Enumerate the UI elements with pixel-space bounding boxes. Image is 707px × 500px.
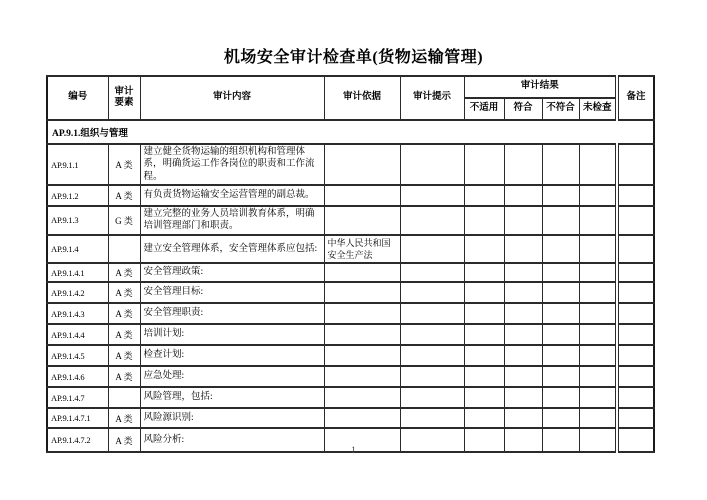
row-basis <box>324 366 400 387</box>
result-pass-cell <box>504 235 542 263</box>
result-unchecked-cell <box>579 185 617 206</box>
header-remark: 备注 <box>617 76 654 120</box>
result-unchecked-cell <box>579 324 617 345</box>
result-na-cell <box>464 387 504 408</box>
header-basis: 审计依据 <box>324 76 400 120</box>
row-remark-cell <box>617 387 654 408</box>
result-fail-cell <box>542 185 579 206</box>
row-prompt-cell <box>400 206 464 235</box>
row-remark-cell <box>617 235 654 263</box>
table-row <box>47 206 654 235</box>
result-pass-cell <box>504 366 542 387</box>
result-fail-cell <box>542 387 579 408</box>
result-na-cell <box>464 185 504 206</box>
row-id: AP.9.1.4.7.1 <box>47 408 108 428</box>
row-content: 风险分析: <box>140 428 324 452</box>
row-category: G 类 <box>108 206 140 235</box>
row-id: AP.9.1.4.7.2 <box>47 428 108 452</box>
result-unchecked-cell <box>579 408 617 428</box>
result-na-cell <box>464 303 504 324</box>
row-id: AP.9.1.4.7 <box>47 387 108 408</box>
table-row <box>47 345 654 366</box>
result-pass-cell <box>504 345 542 366</box>
header-result-pass: 符合 <box>504 98 542 120</box>
page-number: 1 <box>351 446 356 456</box>
result-fail-cell <box>542 366 579 387</box>
result-pass-cell <box>504 408 542 428</box>
page-title: 机场安全审计检查单(货物运输管理) <box>223 49 484 66</box>
row-remark-cell <box>617 303 654 324</box>
result-unchecked-cell <box>579 303 617 324</box>
result-pass-cell <box>504 206 542 235</box>
result-unchecked-cell <box>579 206 617 235</box>
header-element-line2: 要素 <box>114 98 134 108</box>
row-prompt-cell <box>400 235 464 263</box>
result-fail-cell <box>542 303 579 324</box>
row-category: A 类 <box>108 263 140 282</box>
row-basis <box>324 303 400 324</box>
row-basis <box>324 387 400 408</box>
header-result-fail: 不符合 <box>542 98 579 120</box>
row-category: A 类 <box>108 303 140 324</box>
result-pass-cell <box>504 263 542 282</box>
result-unchecked-cell <box>579 387 617 408</box>
row-prompt-cell <box>400 282 464 303</box>
result-fail-cell <box>542 144 579 185</box>
row-category <box>108 387 140 408</box>
header-element-line1: 审计 <box>114 86 134 97</box>
result-na-cell <box>464 282 504 303</box>
row-basis <box>324 324 400 345</box>
header-result: 审计结果 <box>464 76 617 98</box>
result-pass-cell <box>504 387 542 408</box>
header-element <box>108 76 140 120</box>
table-row <box>47 366 654 387</box>
row-remark-cell <box>617 185 654 206</box>
result-fail-cell <box>542 282 579 303</box>
row-remark-cell <box>617 366 654 387</box>
row-category: A 类 <box>108 324 140 345</box>
header-number: 编号 <box>47 76 108 120</box>
result-pass-cell <box>504 282 542 303</box>
table-row <box>47 282 654 303</box>
row-basis <box>324 345 400 366</box>
header-content: 审计内容 <box>140 76 324 120</box>
row-category: A 类 <box>108 144 140 185</box>
result-na-cell <box>464 345 504 366</box>
table-row <box>47 387 654 408</box>
result-na-cell <box>464 263 504 282</box>
row-content: 安全管理政策: <box>140 263 324 282</box>
row-basis: 中华人民共和国安全生产法 <box>324 235 400 263</box>
row-remark-cell <box>617 345 654 366</box>
result-pass-cell <box>504 303 542 324</box>
row-prompt-cell <box>400 263 464 282</box>
table-header <box>47 76 654 120</box>
row-remark-cell <box>617 282 654 303</box>
section-title: AP.9.1.组织与管理 <box>47 120 654 144</box>
row-content: 安全管理职责: <box>140 303 324 324</box>
row-prompt-cell <box>400 144 464 185</box>
result-unchecked-cell <box>579 235 617 263</box>
table-row <box>47 235 654 263</box>
row-content: 安全管理目标: <box>140 282 324 303</box>
row-id: AP.9.1.4.2 <box>47 282 108 303</box>
row-id: AP.9.1.4.3 <box>47 303 108 324</box>
row-content: 培训计划: <box>140 324 324 345</box>
row-content: 风险源识别: <box>140 408 324 428</box>
row-basis <box>324 282 400 303</box>
row-category: A 类 <box>108 408 140 428</box>
result-pass-cell <box>504 324 542 345</box>
result-pass-cell <box>504 144 542 185</box>
row-basis <box>324 263 400 282</box>
result-fail-cell <box>542 263 579 282</box>
row-id: AP.9.1.1 <box>47 144 108 185</box>
row-id: AP.9.1.4 <box>47 235 108 263</box>
section-row <box>47 120 654 144</box>
table-row <box>47 324 654 345</box>
result-unchecked-cell <box>579 263 617 282</box>
result-fail-cell <box>542 408 579 428</box>
result-na-cell <box>464 235 504 263</box>
row-basis <box>324 408 400 428</box>
table-row <box>47 408 654 428</box>
row-remark-cell <box>617 408 654 428</box>
table-row <box>47 185 654 206</box>
row-prompt-cell <box>400 303 464 324</box>
row-id: AP.9.1.3 <box>47 206 108 235</box>
row-content: 有负责货物运输安全运营管理的副总裁。 <box>140 185 324 206</box>
row-category <box>108 235 140 263</box>
result-unchecked-cell <box>579 144 617 185</box>
row-remark-cell <box>617 144 654 185</box>
row-content: 建立完整的业务人员培训教育体系，明确培训管理部门和职责。 <box>140 206 324 235</box>
row-prompt-cell <box>400 366 464 387</box>
row-prompt-cell <box>400 324 464 345</box>
row-id: AP.9.1.2 <box>47 185 108 206</box>
row-content: 检查计划: <box>140 345 324 366</box>
header-result-unchecked: 未检查 <box>579 98 617 120</box>
row-category: A 类 <box>108 282 140 303</box>
result-na-cell <box>464 144 504 185</box>
result-pass-cell <box>504 185 542 206</box>
row-prompt-cell <box>400 387 464 408</box>
row-remark-cell <box>617 324 654 345</box>
row-basis <box>324 185 400 206</box>
row-content: 应急处理: <box>140 366 324 387</box>
row-id: AP.9.1.4.6 <box>47 366 108 387</box>
audit-checklist-table <box>46 75 655 453</box>
row-prompt-cell <box>400 408 464 428</box>
row-category: A 类 <box>108 428 140 452</box>
row-id: AP.9.1.4.5 <box>47 345 108 366</box>
table-row <box>47 303 654 324</box>
header-prompt: 审计提示 <box>400 76 464 120</box>
row-content: 建立安全管理体系，安全管理体系应包括: <box>140 235 324 263</box>
result-unchecked-cell <box>579 345 617 366</box>
table-row <box>47 144 654 185</box>
row-id: AP.9.1.4.1 <box>47 263 108 282</box>
row-prompt-cell <box>400 185 464 206</box>
result-fail-cell <box>542 235 579 263</box>
result-unchecked-cell <box>579 282 617 303</box>
result-fail-cell <box>542 324 579 345</box>
row-category: A 类 <box>108 345 140 366</box>
result-na-cell <box>464 324 504 345</box>
result-fail-cell <box>542 206 579 235</box>
row-prompt-cell <box>400 345 464 366</box>
row-remark-cell <box>617 263 654 282</box>
row-remark-cell <box>617 206 654 235</box>
result-na-cell <box>464 206 504 235</box>
row-category: A 类 <box>108 366 140 387</box>
row-category: A 类 <box>108 185 140 206</box>
result-na-cell <box>464 408 504 428</box>
result-na-cell <box>464 366 504 387</box>
row-id: AP.9.1.4.4 <box>47 324 108 345</box>
row-basis <box>324 206 400 235</box>
result-fail-cell <box>542 345 579 366</box>
row-content: 建立健全货物运输的组织机构和管理体系，明确货运工作各岗位的职责和工作流程。 <box>140 144 324 185</box>
row-content: 风险管理，包括: <box>140 387 324 408</box>
result-unchecked-cell <box>579 366 617 387</box>
row-basis <box>324 144 400 185</box>
table-row <box>47 263 654 282</box>
header-result-na: 不适用 <box>464 98 504 120</box>
